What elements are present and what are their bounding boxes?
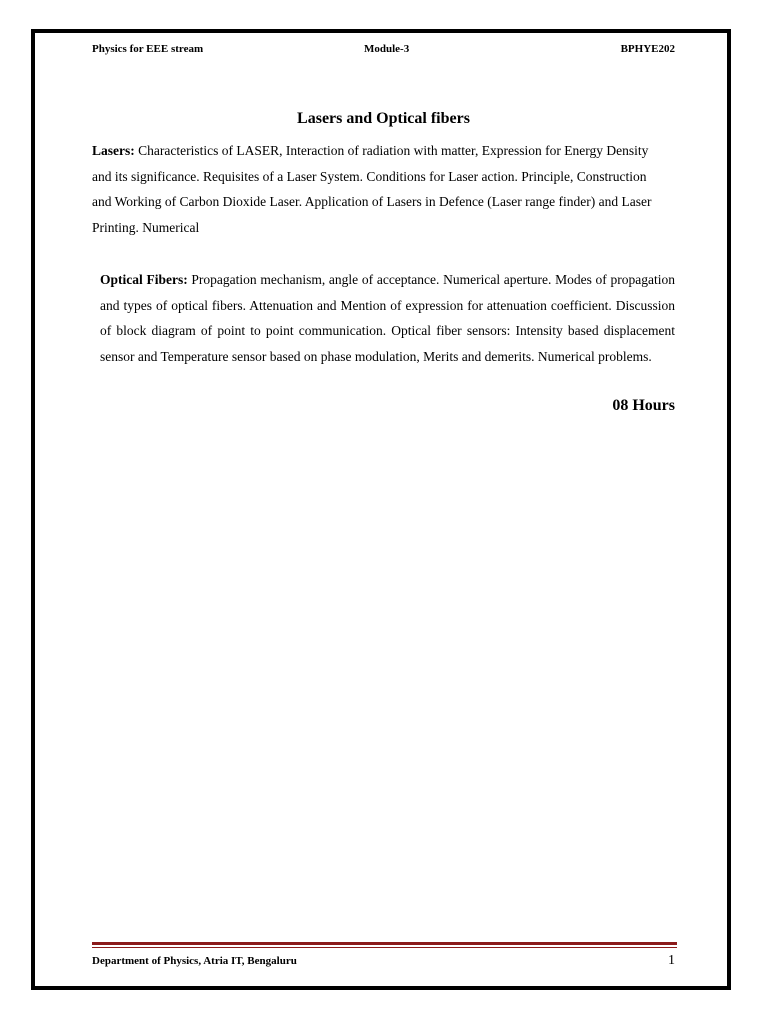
- page-header: [92, 43, 675, 57]
- page-footer: [92, 953, 675, 969]
- footer-rule-thin: [92, 947, 677, 948]
- footer-department: Department of Physics, Atria IT, Bengaluru: [92, 955, 297, 967]
- optical-fibers-paragraph: [100, 267, 675, 369]
- optical-fibers-label: Optical Fibers:: [100, 272, 188, 287]
- header-module: Module-3: [364, 43, 410, 55]
- lasers-paragraph: [92, 138, 652, 240]
- lasers-text: Characteristics of LASER, Interaction of radiation with matter, Expression for Energy Density and its significance. Requisites of a Laser System. Conditions for Laser action. Principle, Construction and Working of Carbon Dioxide Laser. Application of Lasers in Defence (Laser range finder) and Laser Printing. Numerical: [92, 143, 652, 235]
- hours-label: 08 Hours: [612, 397, 675, 414]
- header-course: Physics for EEE stream: [92, 43, 204, 55]
- lasers-label: Lasers:: [92, 143, 135, 158]
- header-course-code: BPHYE202: [620, 43, 675, 55]
- page-number: 1: [668, 953, 675, 968]
- page-title: Lasers and Optical fibers: [297, 110, 470, 127]
- footer-rule: [92, 942, 677, 945]
- optical-fibers-text: Propagation mechanism, angle of acceptance. Numerical aperture. Modes of propagation and types of optical fibers. Attenuation and Mention of expression for attenuation coefficient. Discussion of block diagram of point to point communication. Optical fiber sensors: Intensity based displacement sensor and Temperature sensor based on phase modulation, Merits and demerits. Numerical problems.: [100, 272, 675, 364]
